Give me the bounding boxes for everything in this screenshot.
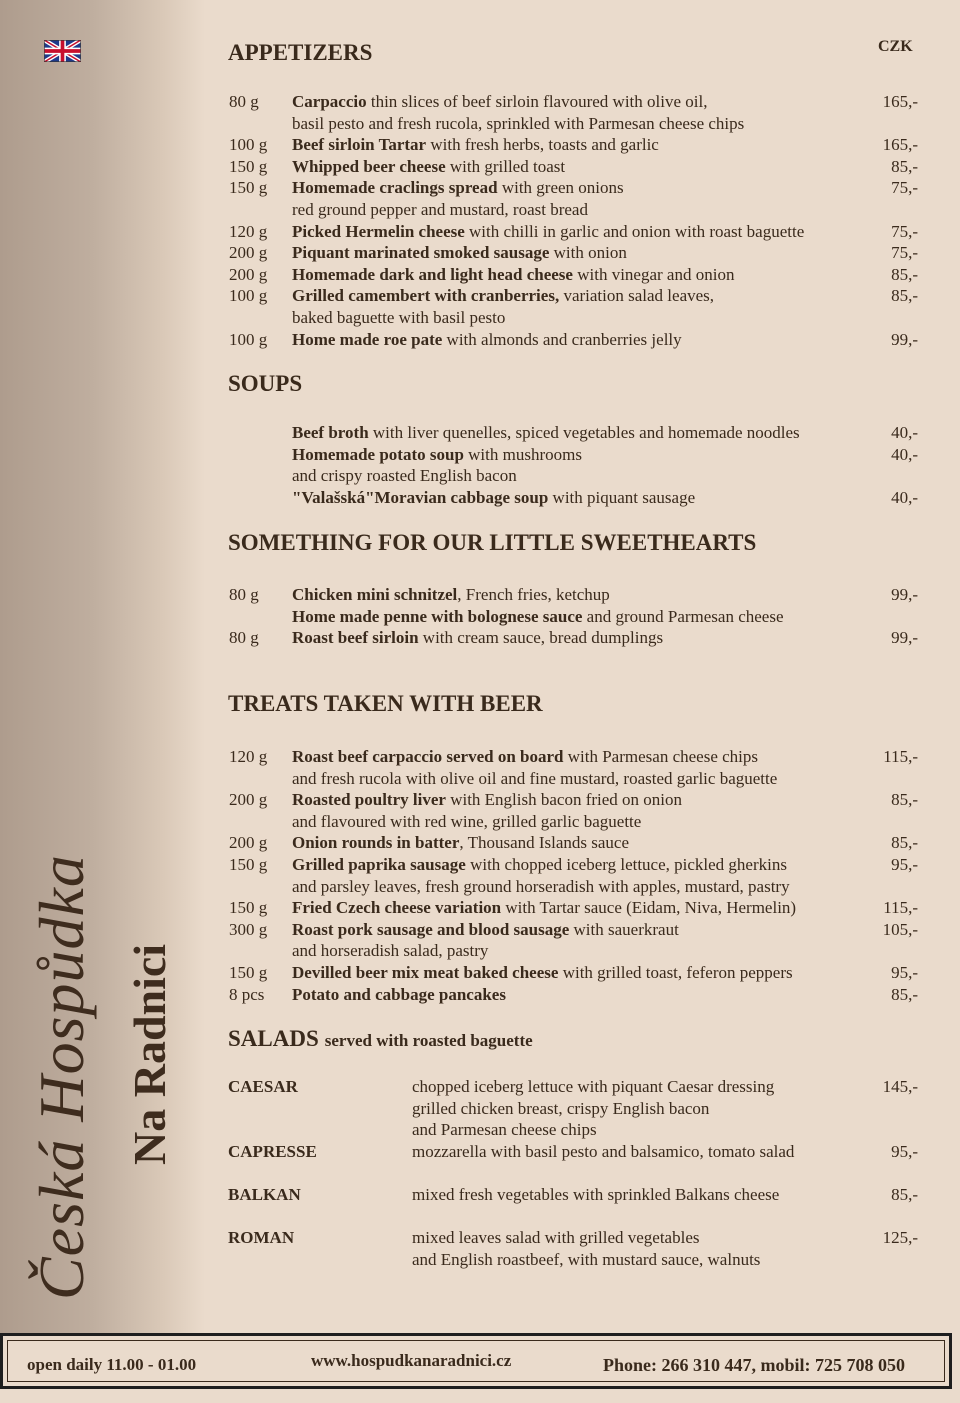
item-price: 40,-: [891, 423, 918, 442]
menu-item-row: [0, 627, 960, 648]
item-details: with mushrooms: [463, 444, 582, 464]
item-name: Potato and cabbage pancakes: [292, 984, 506, 1004]
item-description: [292, 221, 804, 242]
item-price: 99,-: [891, 329, 918, 349]
item-weight: 120 g: [229, 747, 268, 766]
item-name: Grilled paprika sausage: [292, 855, 466, 874]
item-name: Beef broth: [292, 423, 369, 442]
item-details: with cream sauce, bread dumplings: [418, 628, 664, 648]
item-details: with Tartar sauce (Eidam, Niva, Hermelin): [501, 898, 797, 918]
item-name: Home made roe pate: [292, 329, 443, 349]
item-price: 40,-: [891, 444, 918, 464]
item-price: 85,-: [891, 833, 918, 853]
menu-item-row: [0, 789, 960, 810]
item-description: [292, 940, 488, 961]
item-price: 115,-: [883, 747, 918, 766]
section-title-appetizers: APPETIZERS: [228, 40, 373, 65]
item-details: , Thousand Islands sauce: [459, 833, 630, 853]
menu-item-row: [0, 285, 960, 306]
item-details: basil pesto and fresh rucola, sprinkled with Parmesan cheese chips: [292, 113, 745, 133]
salad-price: 85,-: [891, 1185, 918, 1204]
item-description: [292, 487, 695, 508]
item-details: with vinegar and onion: [572, 264, 735, 284]
menu-item-row: [0, 768, 960, 789]
item-name: Roast beef carpaccio served on board: [292, 747, 564, 766]
item-details: with grilled toast: [445, 156, 566, 176]
section-title-kids: SOMETHING FOR OUR LITTLE SWEETHEARTS: [228, 530, 757, 555]
menu-item-row: [0, 584, 960, 605]
item-weight: 80 g: [229, 585, 259, 604]
item-description: [292, 876, 790, 897]
salad-description-line: mixed leaves salad with grilled vegetables: [412, 1228, 700, 1247]
item-description: [292, 746, 758, 767]
item-description: [292, 811, 641, 832]
item-name: Homemade potato soup: [292, 444, 464, 464]
item-description: [292, 606, 784, 627]
item-description: [292, 264, 734, 285]
item-name: Beef sirloin Tartar: [292, 135, 427, 155]
item-description: [292, 962, 793, 983]
item-name: Home made penne with bolognese sauce: [292, 606, 583, 626]
item-price: 85,-: [891, 156, 918, 176]
salad-description: [412, 1227, 760, 1270]
item-description: [292, 789, 682, 810]
item-weight: 100 g: [229, 286, 268, 306]
salad-description: [412, 1141, 794, 1163]
item-price: 85,-: [891, 264, 918, 284]
item-details: with sauerkraut: [569, 919, 679, 939]
item-details: and fresh rucola with olive oil and fine mustard, roasted garlic baguette: [292, 768, 778, 788]
footer-bar: [0, 1333, 952, 1389]
item-name: Grilled camembert with cranberries,: [292, 286, 560, 306]
item-description: [292, 984, 506, 1005]
item-details: with chopped iceberg lettuce, pickled gherkins: [465, 855, 787, 874]
item-details: with green onions: [497, 178, 624, 198]
menu-item-row: [0, 919, 960, 940]
item-name: Roast beef sirloin: [292, 628, 419, 648]
item-details: with fresh herbs, toasts and garlic: [426, 135, 659, 155]
salad-name: BALKAN: [228, 1185, 301, 1204]
item-details: with English bacon fried on onion: [445, 790, 683, 810]
menu-item-row: [0, 746, 960, 767]
item-weight: 200 g: [229, 833, 268, 853]
item-price: 85,-: [891, 984, 918, 1004]
menu-item-row: [0, 307, 960, 328]
salad-description-line: grilled chicken breast, crispy English bacon: [412, 1098, 710, 1118]
salad-description: [412, 1184, 779, 1206]
item-price: 75,-: [891, 243, 918, 263]
menu-item-row: [0, 606, 960, 627]
item-price: 99,-: [891, 628, 918, 648]
item-details: baked baguette with basil pesto: [292, 308, 506, 327]
item-details: with liver quenelles, spiced vegetables and homemade noodles: [368, 423, 800, 442]
salads-subtitle: served with roasted baguette: [324, 1031, 533, 1050]
salad-description-line: and English roastbeef, with mustard sauce, walnuts: [412, 1249, 761, 1269]
item-description: [292, 919, 679, 940]
item-description: [292, 832, 629, 853]
menu-item-row: [0, 221, 960, 242]
item-price: 165,-: [882, 135, 918, 155]
salad-description-line: and Parmesan cheese chips: [412, 1120, 597, 1139]
item-name: Onion rounds in batter: [292, 833, 460, 853]
menu-item-row: [0, 854, 960, 875]
item-details: with piquant sausage: [548, 487, 696, 507]
phone-number: Phone: 266 310 447, mobil: 725 708 050: [603, 1355, 906, 1375]
item-description: [292, 627, 663, 648]
menu-item-row: [0, 264, 960, 285]
menu-item-row: [0, 422, 960, 443]
website-link[interactable]: www.hospudkanaradnici.cz: [311, 1351, 512, 1370]
item-name: Roasted poultry liver: [292, 790, 446, 810]
salad-name: ROMAN: [228, 1228, 295, 1247]
item-price: 165,-: [882, 92, 918, 111]
brand-subtitle: Na Radnici: [124, 943, 175, 1165]
item-price: 99,-: [891, 585, 918, 604]
menu-item-row: [0, 487, 960, 508]
item-description: [292, 242, 627, 263]
item-weight: 120 g: [229, 221, 268, 241]
section-title-soups: SOUPS: [228, 371, 303, 396]
opening-hours: open daily 11.00 - 01.00: [27, 1355, 197, 1374]
salad-name: CAPRESSE: [228, 1142, 317, 1161]
item-weight: 200 g: [229, 264, 268, 284]
item-name: Chicken mini schnitzel: [292, 585, 458, 604]
item-weight: 200 g: [229, 243, 268, 263]
item-weight: 150 g: [229, 855, 268, 874]
item-details: and horseradish salad, pastry: [292, 941, 489, 961]
item-details: and flavoured with red wine, grilled garlic baguette: [292, 811, 642, 831]
item-description: [292, 156, 565, 177]
item-details: variation salad leaves,: [559, 286, 715, 306]
section-title-salads: [228, 1026, 533, 1052]
item-weight: 8 pcs: [229, 984, 265, 1004]
item-weight: 150 g: [229, 178, 268, 198]
item-description: [292, 444, 582, 465]
menu-item-row: [0, 134, 960, 155]
menu-item-row: [0, 113, 960, 134]
uk-flag-icon[interactable]: [44, 40, 81, 62]
item-name: Devilled beer mix meat baked cheese: [292, 963, 559, 982]
item-weight: 150 g: [229, 898, 268, 918]
item-name: Roast pork sausage and blood sausage: [292, 919, 570, 939]
item-price: 115,-: [883, 898, 918, 918]
item-details: and parsley leaves, fresh ground horseradish with apples, mustard, pastry: [292, 876, 790, 896]
menu-item-row: [0, 962, 960, 983]
item-description: [292, 177, 624, 198]
menu-item-row: [0, 940, 960, 961]
item-price: 85,-: [891, 286, 918, 306]
item-price: 85,-: [891, 790, 918, 810]
item-details: with chilli in garlic and onion with roast baguette: [464, 221, 805, 241]
item-details: red ground pepper and mustard, roast bread: [292, 200, 588, 219]
menu-item-row: [0, 832, 960, 853]
section-title-treats: TREATS TAKEN WITH BEER: [228, 691, 543, 716]
item-weight: 150 g: [229, 963, 268, 982]
item-weight: 100 g: [229, 329, 268, 349]
item-details: with Parmesan cheese chips: [563, 747, 758, 766]
item-name: Picked Hermelin cheese: [292, 221, 465, 241]
item-description: [292, 285, 714, 306]
item-weight: 80 g: [229, 92, 259, 111]
item-details: with onion: [549, 243, 627, 263]
item-description: [292, 465, 517, 486]
item-weight: 100 g: [229, 135, 268, 155]
item-details: with grilled toast, feferon peppers: [558, 963, 793, 982]
item-description: [292, 199, 588, 220]
salads-title: SALADS: [228, 1026, 319, 1051]
item-name: Homemade craclings spread: [292, 178, 498, 198]
item-details: , French fries, ketchup: [457, 585, 610, 604]
item-weight: 150 g: [229, 156, 268, 176]
item-price: 95,-: [891, 855, 918, 874]
item-price: 40,-: [891, 487, 918, 507]
menu-item-row: [0, 444, 960, 465]
salad-description-line: mozzarella with basil pesto and balsamico, tomato salad: [412, 1142, 795, 1161]
salad-description-line: mixed fresh vegetables with sprinkled Balkans cheese: [412, 1185, 780, 1204]
item-description: [292, 307, 505, 328]
item-description: [292, 113, 744, 134]
item-weight: 200 g: [229, 790, 268, 810]
item-details: thin slices of beef sirloin flavoured with olive oil,: [366, 92, 708, 111]
salad-price: 95,-: [891, 1142, 918, 1161]
menu-item-row: [0, 876, 960, 897]
menu-item-row: [0, 465, 960, 486]
item-name: Piquant marinated smoked sausage: [292, 243, 550, 263]
item-description: [292, 91, 707, 112]
item-details: with almonds and cranberries jelly: [442, 329, 682, 349]
menu-item-row: [0, 91, 960, 112]
item-price: 105,-: [882, 919, 918, 939]
item-price: 75,-: [891, 178, 918, 198]
item-details: and crispy roasted English bacon: [292, 466, 517, 486]
menu-item-row: [0, 897, 960, 918]
item-name: "Valašská"Moravian cabbage soup: [292, 487, 549, 507]
brand-name: Česká Hospůdka: [26, 854, 97, 1300]
item-description: [292, 584, 610, 605]
menu-item-row: [0, 156, 960, 177]
item-description: [292, 422, 800, 443]
menu-item-row: [0, 177, 960, 198]
item-name: Fried Czech cheese variation: [292, 898, 502, 918]
menu-item-row: [0, 199, 960, 220]
menu-item-row: [0, 984, 960, 1005]
salad-name: CAESAR: [228, 1077, 298, 1096]
menu-item-row: [0, 242, 960, 263]
item-description: [292, 897, 796, 918]
item-name: Carpaccio: [292, 92, 367, 111]
item-price: 95,-: [891, 963, 918, 982]
salad-price: 125,-: [882, 1228, 918, 1247]
item-description: [292, 134, 659, 155]
menu-item-row: [0, 329, 960, 350]
item-description: [292, 854, 787, 875]
item-details: and ground Parmesan cheese: [582, 606, 784, 626]
item-name: Whipped beer cheese: [292, 156, 446, 176]
item-weight: 300 g: [229, 919, 268, 939]
item-description: [292, 329, 682, 350]
item-name: Homemade dark and light head cheese: [292, 264, 573, 284]
salad-description-line: chopped iceberg lettuce with piquant Caesar dressing: [412, 1077, 775, 1096]
item-weight: 80 g: [229, 628, 259, 648]
item-price: 75,-: [891, 221, 918, 241]
currency-label: CZK: [878, 38, 913, 55]
item-description: [292, 768, 777, 789]
salad-description: [412, 1076, 774, 1141]
salad-price: 145,-: [882, 1077, 918, 1096]
menu-item-row: [0, 811, 960, 832]
